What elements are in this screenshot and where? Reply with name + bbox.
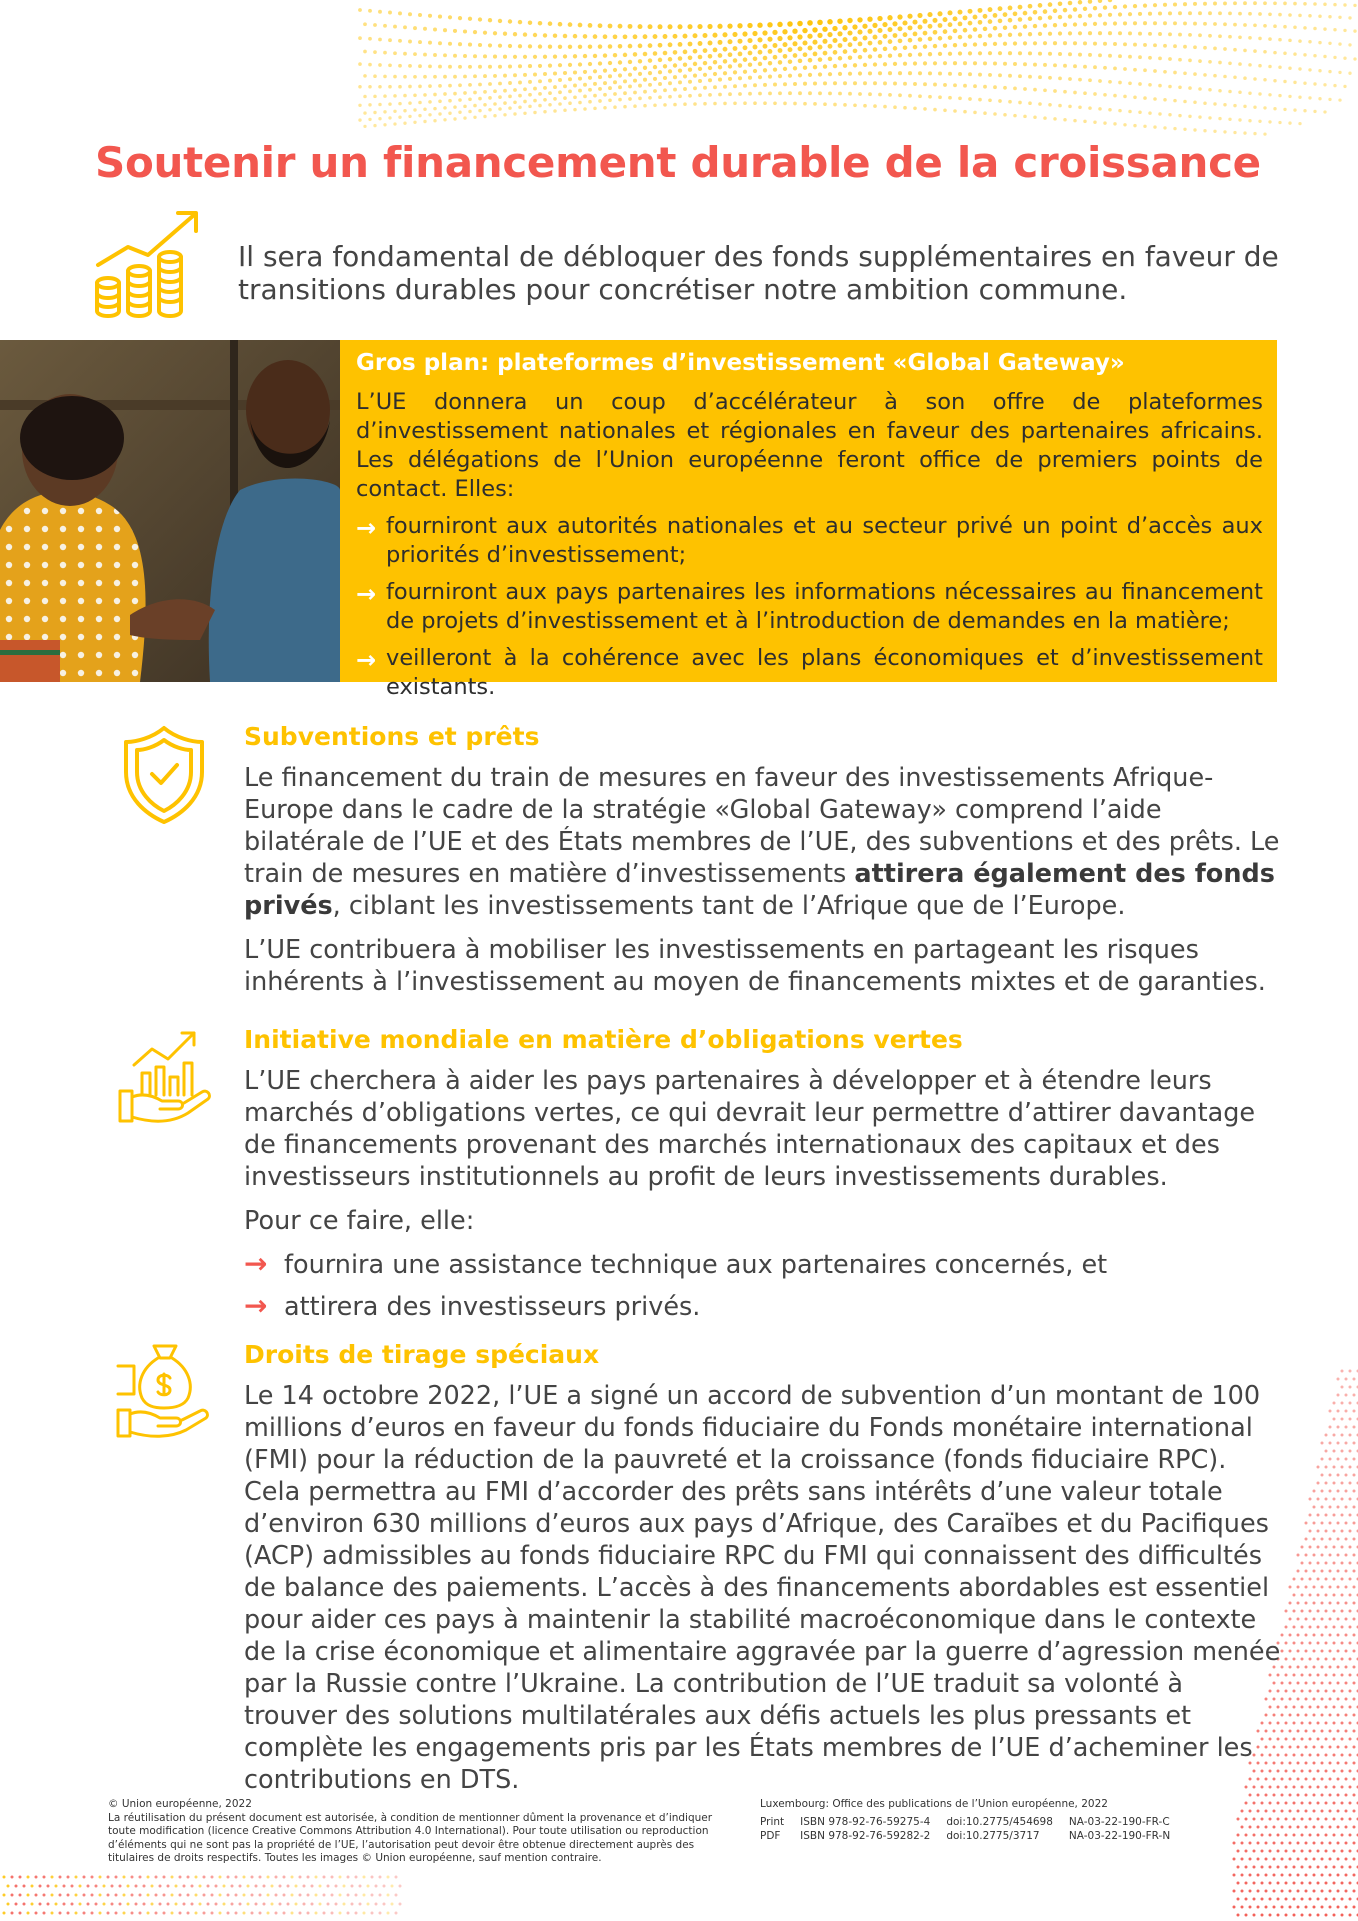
list-item: → attirera des investisseurs privés. — [244, 1289, 701, 1322]
list-item: → veilleront à la cohérence avec les plans économiques et d’investissement existants. — [356, 645, 1263, 700]
focus-title: Gros plan: plateformes d’investissement «Global Gateway» — [356, 350, 1125, 376]
copyright: © Union européenne, 2022 — [108, 1798, 252, 1810]
paragraph: Le 14 octobre 2022, l’UE a signé un accord de subvention d’un montant de 100 millions d’euros en faveur du fonds fiduciaire du Fonds monétaire international (FMI) pour la réduction de la pauvreté et la croissance (fonds fiduciaire RPC). Cela permettra au FMI d’accorder des prêts sans intérêts d’une valeur totale d’environ 630 millions d’euros aux pays d’Afrique, des Caraïbes et du Pacifiques (ACP) admissibles au fonds fiduciaire RPC du FMI qui connaissent des difficultés de balance des paiements. L’accès à des financements abordables est essentiel pour aider ces pays à maintenir la stabilité macroéconomique dans le contexte de la crise économique et alimentaire aggravée par la guerre d’agression menée par la Russie contre l’Ukraine. La contribution de l’UE traduit sa volonté à trouver des solutions multilatérales aux défis actuels les plus pressants et complète les engagements pris par les États membres de l’UE d’acheminer les contributions en DTS. — [244, 1381, 1281, 1795]
paragraph: L’UE cherchera à aider les pays partenaires à développer et à étendre leurs marchés d’obligations vertes, ce qui devrait leur permettre d’attirer davantage de financements provenant des marchés internationaux des capitaux et des investisseurs institutionnels au profit de leurs investissements durables. — [244, 1066, 1256, 1192]
arrow-right-icon: → — [244, 1289, 268, 1322]
list-item: → fourniront aux pays partenaires les informations nécessaires au financement de projets d’investissement et à l’introduction de demandes en la matière; — [356, 579, 1263, 634]
focus-text: L’UE donnera un coup d’accélérateur à son offre de plateformes d’investissement nationales et régionales en faveur des partenaires africains. Les délégations de l’Union européenne feront office de premiers points de contact. Elles: — [356, 389, 1263, 502]
handshake-photo — [0, 340, 340, 682]
section-title: Subventions et prêts — [244, 722, 540, 751]
footer-publication — [760, 1798, 1240, 1843]
list-item: → fournira une assistance technique aux partenaires concernés, et — [244, 1247, 1108, 1280]
arrow-right-icon: → — [356, 514, 377, 542]
arrow-right-icon: → — [356, 646, 377, 674]
section-body — [244, 1380, 1284, 1808]
list-item: → fourniront aux autorités nationales et au secteur privé un point d’accès aux priorités d’investissement; — [356, 513, 1263, 568]
table-row: Print ISBN 978-92-76-59275-4 doi:10.2775/454698 NA-03-22-190-FR-C — [760, 1815, 1170, 1828]
edition-table — [760, 1815, 1186, 1843]
highlight-text: attirera également des fonds privés — [244, 859, 1275, 921]
hand-chart-icon — [112, 1025, 216, 1129]
arrow-right-icon: → — [244, 1247, 268, 1280]
paragraph: Le financement du train de mesures en faveur des investissements Afrique-Europe dans le cadre de la stratégie «Global Gateway» comprend l’aide bilatérale de l’UE et des États membres de l’UE, des subventions et des prêts. Le train de mesures en matière d’investissements attirera également des fonds privés, ciblant les investissements tant de l’Afrique que de l’Europe. — [244, 763, 1280, 921]
intro-text: Il sera fondamental de débloquer des fonds supplémentaires en faveur de transitions durables pour concrétiser notre ambition commune. — [238, 240, 1279, 306]
publisher: Luxembourg: Office des publications de l’Union européenne, 2022 — [760, 1798, 1108, 1810]
section-body — [244, 1065, 1284, 1333]
money-bag-hand-icon — [112, 1340, 216, 1444]
coins-growth-icon — [92, 205, 207, 320]
section-body — [244, 762, 1284, 1010]
focus-list — [356, 512, 1263, 702]
section-title: Droits de tirage spéciaux — [244, 1340, 600, 1369]
paragraph: L’UE contribuera à mobiliser les investissements en partageant les risques inhérents à l’investissement au moyen de financements mixtes et de garanties. — [244, 935, 1266, 997]
arrow-right-icon: → — [356, 580, 377, 608]
page-title: Soutenir un financement durable de la croissance — [95, 138, 1261, 187]
section-title: Initiative mondiale en matière d’obligations vertes — [244, 1025, 963, 1054]
focus-box — [340, 340, 1277, 700]
dot-pattern-top — [0, 0, 1358, 150]
table-row: PDF ISBN 978-92-76-59282-2 doi:10.2775/3717 NA-03-22-190-FR-N — [760, 1829, 1171, 1842]
paragraph: Pour ce faire, elle: — [244, 1206, 475, 1236]
license-text: La réutilisation du présent document est autorisée, à condition de mentionner dûment la provenance et d’indiquer toute modification (licence Creative Commons Attribution 4.0 International). Pour toute utilisation ou reproduction d’éléments qui ne sont pas la propriété de l’UE, l’autorisation peut devoir être obtenue directement auprès des titulaires de droits respectifs. Toutes les images © Union européenne, sauf mention contraire. — [108, 1811, 713, 1864]
dot-pattern-bottom-left — [0, 1871, 420, 1921]
shield-check-icon — [112, 722, 216, 826]
footer-license — [108, 1798, 728, 1866]
bullet-list — [244, 1249, 1284, 1323]
